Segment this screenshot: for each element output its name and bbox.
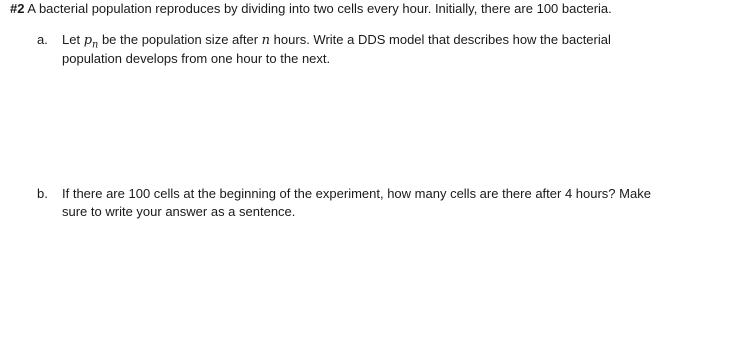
problem-number: #2: [10, 1, 25, 16]
part-b-label: b.: [37, 186, 48, 201]
part-b: [37, 185, 717, 221]
variable-subscript-n: n: [92, 39, 99, 51]
variable-n: n: [261, 33, 271, 48]
problem-heading: [10, 0, 730, 18]
problem-2: [10, 0, 730, 18]
population-variable: [83, 33, 99, 51]
part-a-text-end: hours. Write a DDS model that describes how the bacterial: [273, 32, 611, 47]
part-b-text-line2: sure to write your answer as a sentence.: [62, 204, 296, 219]
part-a-label: a.: [37, 32, 48, 47]
part-a-text-start: Let: [62, 32, 81, 47]
part-b-text-line1: If there are 100 cells at the beginning of the experiment, how many cells are there after 4 hours? Make: [62, 186, 651, 201]
part-a-text-mid: be the population size after: [101, 32, 259, 47]
part-a-question: [62, 31, 717, 68]
part-b-question: [62, 185, 717, 221]
variable-p: p: [83, 33, 93, 48]
part-a-text-line2: population develops from one hour to the next.: [62, 51, 331, 66]
part-a: [37, 31, 717, 68]
problem-statement: A bacterial population reproduces by dividing into two cells every hour. Initially, there are 100 bacteria.: [27, 1, 612, 16]
